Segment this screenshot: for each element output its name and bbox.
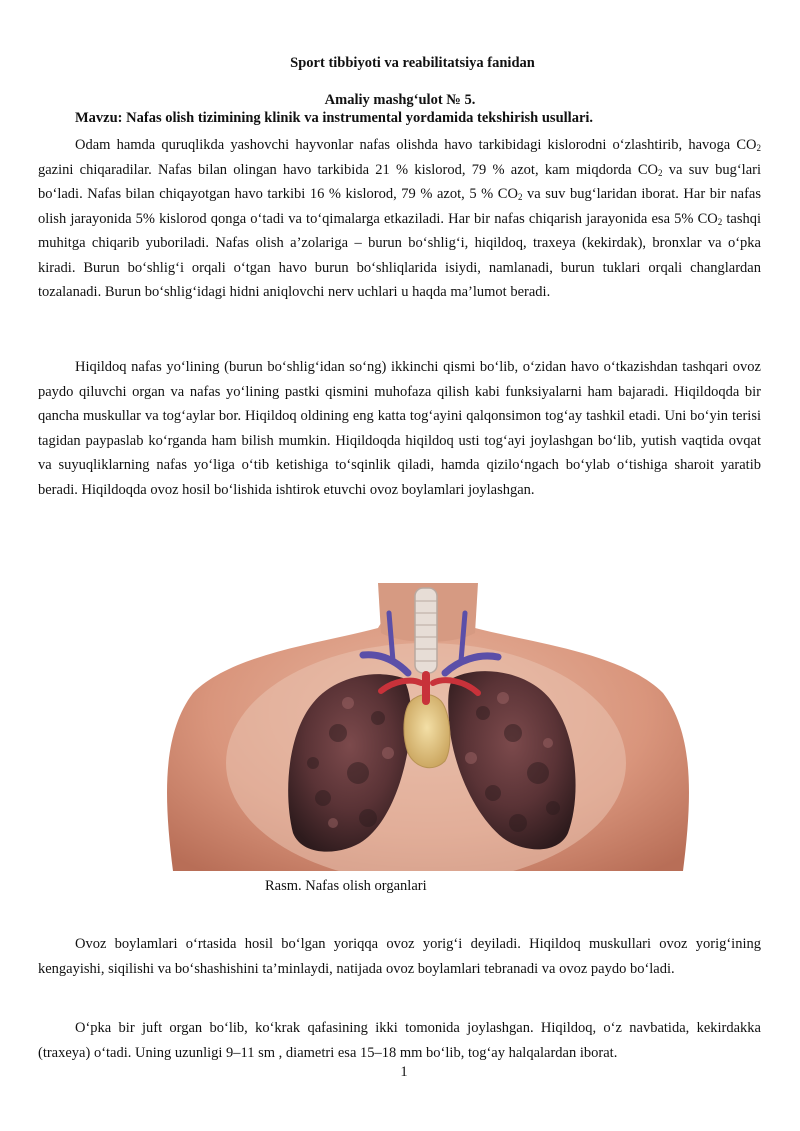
topic-heading: Mavzu: Nafas olish tizimining klinik va instrumental yordamida tekshirish usullari. [75, 110, 594, 126]
paragraph-respiration-intro: Odam hamda quruqlikda yashovchi hayvonlar nafas olishda havo tarkibidagi kislorodni o‘zlashtirib, havoga $CO_2$ gazini chiqaradilar. Nafas bilan olingan havo tarkibida 21 % kislorod, 79 % azot, kam miqdorda $CO_2$ va suv bug‘lari bo‘ladi. Nafas bilan chiqayotgan havo tarkibi 16 % kislorod, 79 % azot, 5 % $CO_2$ va suv bug‘laridan iborat. Har bir nafas olish jarayonida 5% kislorod qonga o‘tadi va to‘qimalarga etkaziladi. Har bir nafas chiqarish jarayonida esa 5% $CO_2$ tashqi muhitga chiqarib yuboriladi. Nafas olish a’zolariga – burun bo‘shlig‘i, hiqildoq, traxeya (kekirdak), bronxlar va o‘pka kiradi. Burun bo‘shlig‘i orqali o‘tgan havo burun bo‘shliqlarida isiydi, namlanadi, burun tuklari orqali changlardan tozalanadi. Burun bo‘shlig‘idagi hidni aniqlovchi nerv uchlari u haqda ma’lumot beradi. [38, 137, 761, 300]
page-number: 1 [400, 1064, 408, 1080]
paragraph-larynx: Hiqildoq nafas yo‘lining (burun bo‘shlig‘idan so‘ng) ikkinchi qismi bo‘lib, o‘zidan havo o‘tkazishdan tashqari ovoz paydo qiluvchi organ va nafas yo‘lining pastki qismini muhofaza qilish kabi funksiyalarni ham bajaradi. Hiqildoqda bir qancha muskullar va tog‘aylar bor. Hiqildoq oldining eng katta tog‘ayini qalqonsimon tog‘ay tashkil etadi. Uni bo‘yin terisi tagidan paypaslab ko‘rganda ham bilish mumkin. Hiqildoqda hiqildoq usti tog‘ayi joylashgan bo‘lib, yutish vaqtida ovqat va suyuqliklarning nafas yo‘liga o‘tib ketishiga to‘sqinlik qiladi, hamda qizilo‘ngach bo‘ylab o‘tishiga sharoit yaratib beradi. Hiqildoqda ovoz hosil bo‘lishida ishtirok etuvchi ovoz boylamlari joylashgan. [38, 359, 761, 498]
paragraph-lungs: O‘pka bir juft organ bo‘lib, ko‘krak qafasining ikki tomonida joylashgan. Hiqildoq, o‘z navbatida, kekirdakka (traxeya) o‘tadi. Uning uzunligi 9–11 sm , diametri esa 15–18 mm bo‘lib, tog‘ay halqalardan iborat. [38, 1020, 761, 1061]
figure-caption: Rasm. Nafas olish organlari [265, 878, 427, 894]
lesson-heading: Amaliy mashg‘ulot № 5. [324, 92, 476, 108]
respiratory-organs-image [153, 583, 699, 871]
subject-heading: Sport tibbiyoti va reabilitatsiya fanidan [290, 55, 535, 71]
paragraph-vocal-cords: Ovoz boylamlari o‘rtasida hosil bo‘lgan yoriqqa ovoz yorig‘i deyiladi. Hiqildoq muskullari ovoz yorig‘ining kengayishi, siqilishi va bo‘shashishini ta’minlaydi, natijada ovoz boylamlari tebranadi va ovoz paydo bo‘ladi. [38, 936, 761, 977]
